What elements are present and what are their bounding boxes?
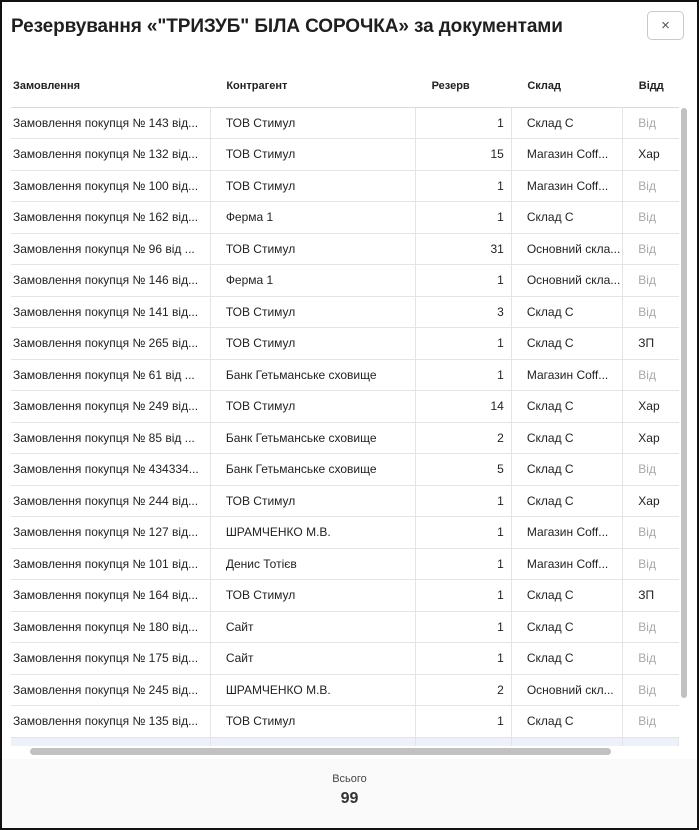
cell-counterparty: Сайт [210,643,415,675]
cell-order: Замовлення покупця № 162 від... [11,202,210,234]
cell-department: Від [623,517,679,549]
table-row[interactable] [11,265,679,297]
cell-counterparty: Ферма 1 [210,202,415,234]
cell-order: Замовлення покупця № 245 від... [11,674,210,706]
cell-order: Замовлення покупця № 96 від ... [11,233,210,265]
cell-order: Замовлення покупця № 249 від... [11,391,210,423]
cell-department: Від [623,706,679,738]
cell-department: Від [623,233,679,265]
column-header-department[interactable]: Відд [623,66,679,107]
cell-warehouse: Склад С [511,485,622,517]
cell-warehouse: Магазин Coff... [511,139,622,171]
close-button[interactable] [647,11,684,40]
table-body [11,107,679,746]
cell-order: Замовлення покупця № 434334... [11,454,210,486]
cell-department: ЗП [623,328,679,360]
cell-empty [416,737,512,746]
cell-counterparty: ТОВ Стимул [210,328,415,360]
cell-counterparty: Денис Тотієв [210,548,415,580]
cell-department: Від [623,359,679,391]
cell-warehouse: Склад С [511,454,622,486]
cell-reserve: 1 [416,359,512,391]
cell-warehouse: Основний скла... [511,265,622,297]
cell-empty [511,737,622,746]
cell-department: Від [623,265,679,297]
cell-department: Від [623,674,679,706]
total-label: Всього [332,773,367,785]
cell-counterparty: Банк Гетьманське сховище [210,454,415,486]
table-row[interactable] [11,296,679,328]
cell-department: Від [623,611,679,643]
cell-reserve: 5 [416,454,512,486]
cell-reserve: 1 [416,580,512,612]
column-header-counterparty[interactable]: Контрагент [210,66,415,107]
cell-reserve: 1 [416,611,512,643]
cell-counterparty: ШРАМЧЕНКО М.В. [210,517,415,549]
cell-department: Від [623,170,679,202]
cell-reserve: 1 [416,202,512,234]
cell-order: Замовлення покупця № 143 від... [11,107,210,139]
table-row[interactable] [11,170,679,202]
table-header-row [11,66,679,107]
cell-order: Замовлення покупця № 146 від... [11,265,210,297]
cell-empty [11,737,210,746]
cell-counterparty: ТОВ Стимул [210,296,415,328]
cell-counterparty: ТОВ Стимул [210,139,415,171]
cell-counterparty: ТОВ Стимул [210,485,415,517]
reservations-table-container[interactable] [11,66,679,746]
cell-reserve: 14 [416,391,512,423]
close-icon: × [661,17,670,34]
vertical-scrollbar[interactable] [681,108,688,738]
cell-department: Від [623,548,679,580]
cell-reserve: 3 [416,296,512,328]
cell-order: Замовлення покупця № 175 від... [11,643,210,675]
cell-counterparty: ТОВ Стимул [210,580,415,612]
cell-reserve: 1 [416,107,512,139]
total-value: 99 [340,790,359,807]
cell-department: Від [623,202,679,234]
cell-order: Замовлення покупця № 101 від... [11,548,210,580]
cell-reserve: 1 [416,265,512,297]
cell-reserve: 2 [416,422,512,454]
cell-empty [623,737,679,746]
cell-counterparty: Сайт [210,611,415,643]
table-row[interactable] [11,706,679,738]
table-row[interactable] [11,517,679,549]
cell-warehouse: Магазин Coff... [511,359,622,391]
table-row[interactable] [11,139,679,171]
cell-department: Хар [623,391,679,423]
cell-department: Від [623,296,679,328]
cell-order: Замовлення покупця № 85 від ... [11,422,210,454]
horizontal-scrollbar-thumb[interactable] [30,748,611,755]
cell-order: Замовлення покупця № 265 від... [11,328,210,360]
cell-counterparty: Банк Гетьманське сховище [210,359,415,391]
table-row[interactable] [11,611,679,643]
cell-department: Хар [623,139,679,171]
cell-warehouse: Склад С [511,202,622,234]
cell-counterparty: ШРАМЧЕНКО М.В. [210,674,415,706]
table-row-partial [11,737,679,746]
cell-reserve: 15 [416,139,512,171]
table-row[interactable] [11,202,679,234]
cell-warehouse: Основний скла... [511,233,622,265]
table-row[interactable] [11,233,679,265]
cell-warehouse: Склад С [511,296,622,328]
cell-order: Замовлення покупця № 244 від... [11,485,210,517]
cell-order: Замовлення покупця № 132 від... [11,139,210,171]
table-row[interactable] [11,107,679,139]
cell-department: Хар [623,485,679,517]
cell-reserve: 1 [416,328,512,360]
cell-warehouse: Склад С [511,643,622,675]
cell-counterparty: ТОВ Стимул [210,233,415,265]
cell-counterparty: Банк Гетьманське сховище [210,422,415,454]
cell-counterparty: ТОВ Стимул [210,391,415,423]
table-row[interactable] [11,674,679,706]
cell-reserve: 1 [416,643,512,675]
table-row[interactable] [11,485,679,517]
cell-warehouse: Основний скл... [511,674,622,706]
column-header-warehouse[interactable]: Склад [511,66,622,107]
cell-order: Замовлення покупця № 141 від... [11,296,210,328]
vertical-scrollbar-thumb[interactable] [681,108,687,698]
cell-reserve: 1 [416,517,512,549]
cell-reserve: 1 [416,706,512,738]
cell-order: Замовлення покупця № 127 від... [11,517,210,549]
table-row[interactable] [11,454,679,486]
cell-order: Замовлення покупця № 180 від... [11,611,210,643]
cell-order: Замовлення покупця № 61 від ... [11,359,210,391]
table-row[interactable] [11,548,679,580]
cell-warehouse: Склад С [511,611,622,643]
cell-department: Від [623,454,679,486]
cell-counterparty: ТОВ Стимул [210,170,415,202]
cell-warehouse: Магазин Coff... [511,170,622,202]
cell-order: Замовлення покупця № 135 від... [11,706,210,738]
cell-warehouse: Склад С [511,328,622,360]
table-row[interactable] [11,359,679,391]
cell-reserve: 1 [416,485,512,517]
cell-counterparty: Ферма 1 [210,265,415,297]
cell-counterparty: ТОВ Стимул [210,107,415,139]
cell-warehouse: Склад С [511,391,622,423]
cell-warehouse: Магазин Coff... [511,517,622,549]
cell-department: Від [623,643,679,675]
cell-warehouse: Склад С [511,706,622,738]
reservations-table [11,66,679,746]
table-row[interactable] [11,580,679,612]
cell-warehouse: Склад С [511,580,622,612]
cell-counterparty: ТОВ Стимул [210,706,415,738]
cell-reserve: 1 [416,548,512,580]
table-row[interactable] [11,328,679,360]
table-row[interactable] [11,643,679,675]
cell-reserve: 1 [416,170,512,202]
cell-empty [210,737,415,746]
dialog-title: Резервування «"ТРИЗУБ" БІЛА СОРОЧКА» за документами [11,16,563,37]
table-row[interactable] [11,391,679,423]
cell-warehouse: Магазин Coff... [511,548,622,580]
cell-order: Замовлення покупця № 164 від... [11,580,210,612]
cell-order: Замовлення покупця № 100 від... [11,170,210,202]
column-header-order[interactable]: Замовлення [11,66,210,107]
column-header-reserve[interactable]: Резерв [416,66,512,107]
table-row[interactable] [11,422,679,454]
cell-department: Хар [623,422,679,454]
cell-warehouse: Склад С [511,107,622,139]
cell-department: ЗП [623,580,679,612]
cell-department: Від [623,107,679,139]
cell-warehouse: Склад С [511,422,622,454]
cell-reserve: 2 [416,674,512,706]
summary-footer [2,759,697,828]
cell-reserve: 31 [416,233,512,265]
